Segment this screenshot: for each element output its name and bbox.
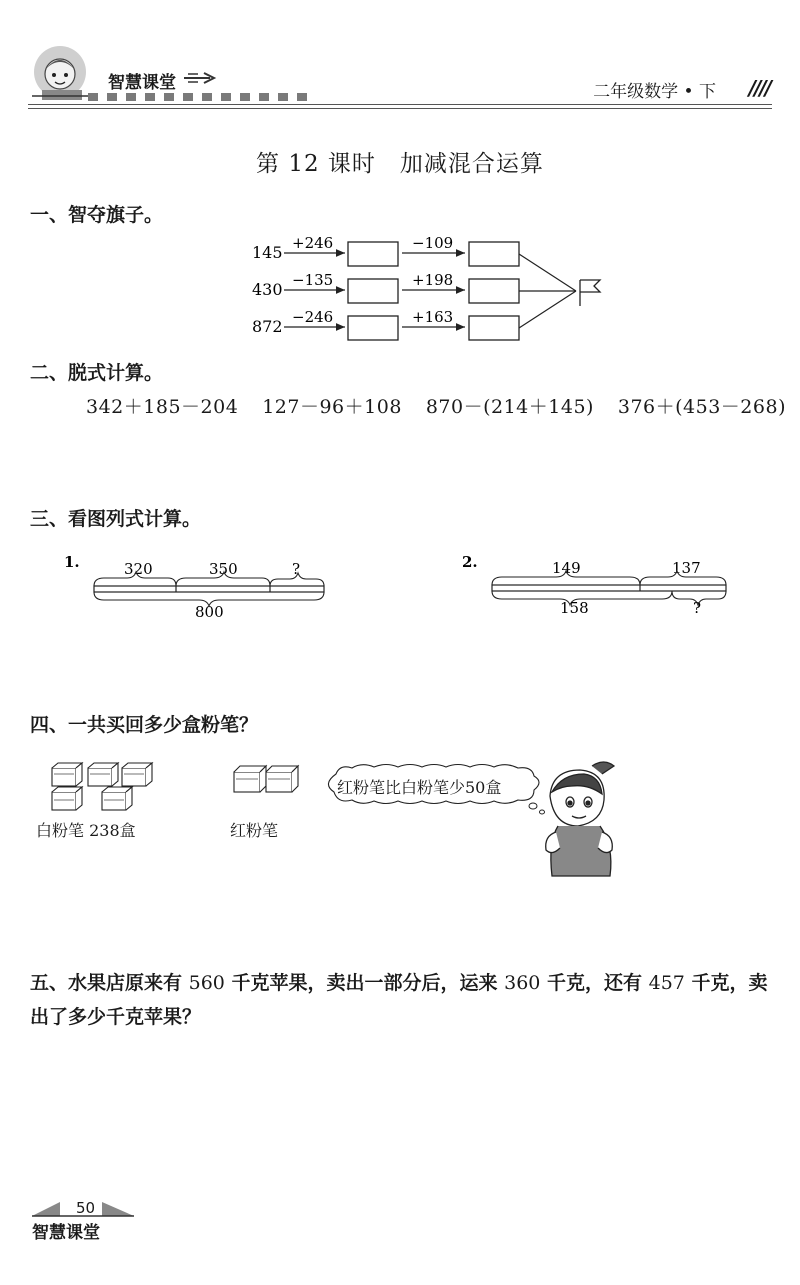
row2-start: 430 <box>252 280 283 299</box>
fig1-seg2: 350 <box>209 560 238 578</box>
fig2-top1: 149 <box>552 559 581 577</box>
red-chalk-label: 红粉笔 <box>230 821 279 840</box>
section3-heading: 三、看图列式计算。 <box>30 508 202 530</box>
row2-op2: +198 <box>412 271 454 289</box>
header-rule-2 <box>28 108 772 109</box>
q5-suffix: 千克，卖出了多少千克苹果？ <box>30 972 768 1028</box>
fig1-seg3: ? <box>292 560 301 578</box>
segment-diagram-2 <box>460 545 750 625</box>
row3-box2[interactable] <box>469 316 519 340</box>
flag-diagram <box>250 232 610 348</box>
expression-2: 127－96＋108 <box>262 396 402 418</box>
fig2-label: 2. <box>462 553 478 571</box>
fig1-label: 1. <box>64 553 80 571</box>
footer-brand: 智慧课堂 <box>32 1223 100 1243</box>
row2-box2[interactable] <box>469 279 519 303</box>
expression-3: 870－(214＋145) <box>425 396 594 418</box>
fig2-top2: 137 <box>672 559 701 577</box>
header-dots <box>88 93 307 101</box>
row1-start: 145 <box>252 243 283 262</box>
expression-row <box>86 392 786 419</box>
segment-diagram-1 <box>62 545 352 625</box>
fig1-seg1: 320 <box>124 560 153 578</box>
red-chalk-boxes-icon <box>230 762 302 802</box>
row3-op2: +163 <box>412 308 454 326</box>
white-chalk-label: 白粉笔 238盒 <box>36 821 136 840</box>
row1-box1[interactable] <box>348 242 398 266</box>
row2-op1: −135 <box>292 271 334 289</box>
page-number: 50 <box>76 1199 96 1217</box>
section2-heading: 二、脱式计算。 <box>30 362 164 384</box>
row3-op1: −246 <box>292 308 334 326</box>
row1-box2[interactable] <box>469 242 519 266</box>
brand-title: 智慧课堂 <box>108 73 176 93</box>
thinking-girl-icon <box>522 756 622 880</box>
row2-box1[interactable] <box>348 279 398 303</box>
expression-1: 342＋185－204 <box>86 396 239 418</box>
section4-heading: 四、一共买回多少盒粉笔？ <box>30 714 259 736</box>
arrow-decoration-icon <box>184 71 220 85</box>
row3-start: 872 <box>252 317 283 336</box>
q5-number-1: 560 <box>188 972 225 994</box>
bubble-text: 红粉笔比白粉笔少50盒 <box>337 778 502 797</box>
fig2-bottom1: 158 <box>560 599 589 617</box>
lesson-title: 第 12 课时 加减混合运算 <box>256 151 544 177</box>
grade-label: 二年级数学 • 下 <box>593 82 716 102</box>
row1-op2: −109 <box>412 234 454 252</box>
row1-op1: +246 <box>292 234 334 252</box>
section1-heading: 一、智夺旗子。 <box>30 204 164 226</box>
header-rule <box>28 104 772 105</box>
q5-prefix: 五、水果店原来有 <box>30 972 189 994</box>
section5-question <box>30 966 775 1034</box>
expression-4: 376＋(453－268) <box>617 396 786 418</box>
fig1-total: 800 <box>195 603 224 621</box>
white-chalk-boxes-icon <box>44 760 160 820</box>
fig2-bottom2: ? <box>693 599 702 617</box>
q5-number-3: 457 <box>648 972 685 994</box>
header-slashes: //// <box>748 76 770 100</box>
q5-mid-1: 千克苹果，卖出一部分后，运来 <box>224 972 505 994</box>
row3-box1[interactable] <box>348 316 398 340</box>
q5-number-2: 360 <box>504 972 541 994</box>
flag-icon <box>580 280 600 306</box>
q5-mid-2: 千克，还有 <box>540 972 649 994</box>
